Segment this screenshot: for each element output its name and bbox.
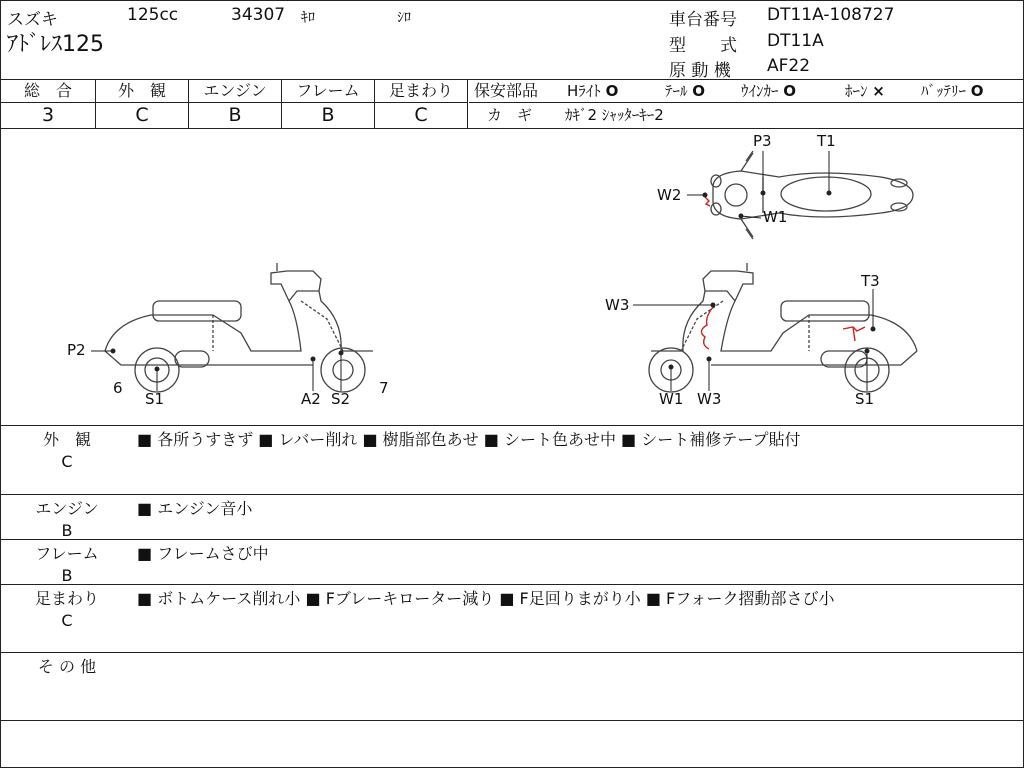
safety-parts [469, 80, 1023, 128]
key-value: ｶｷﾞ2 ｼｬｯﾀｰｷｰ2 [565, 106, 664, 124]
grade-table [1, 79, 1023, 129]
scooter-diagram [1, 128, 1023, 425]
grade-engine [189, 80, 282, 128]
note-category: エンジン B [35, 499, 99, 540]
grade-label: 総 合 [1, 80, 95, 103]
safety-item-headlight: Hﾗｲﾄ O [567, 82, 619, 100]
label-w3-side: W3 [605, 296, 630, 314]
grade-label: フレーム [282, 80, 374, 103]
grade-value: C [414, 104, 428, 126]
label-w3-right: W3 [697, 390, 722, 408]
label-p2: P2 [67, 341, 86, 359]
label-t1: T1 [817, 132, 836, 150]
note-category: そ の 他 [37, 657, 97, 676]
scooter-top-view [711, 151, 913, 239]
label-w1-top: W1 [763, 208, 788, 226]
safety-row [469, 80, 1023, 103]
key-row [469, 103, 1023, 128]
type-label: 型 式 [669, 36, 737, 56]
grade-value: B [228, 104, 242, 126]
note-text: ■ エンジン音小 [137, 499, 253, 518]
label-s1-left: S1 [145, 390, 165, 408]
grade-suspension [375, 80, 468, 128]
note-text: ■ ボトムケース削れ小 ■ Fブレーキローター減り ■ F足回りまがり小 ■ Fフォーク摺動部さび小 [137, 589, 835, 608]
label-a2: A2 [301, 390, 321, 408]
note-text: ■ フレームさび中 [137, 544, 269, 563]
grade-label: 足まわり [375, 80, 467, 103]
label-w1-right: W1 [659, 390, 684, 408]
type-value: DT11A [767, 31, 824, 51]
mileage: 34307 [231, 5, 286, 25]
note-category: フレーム B [35, 544, 99, 585]
safety-item-winker: ｳｲﾝｶｰ O [741, 82, 797, 100]
note-row-frame [1, 540, 1023, 585]
chassis-value: DT11A-108727 [767, 5, 895, 25]
grade-label: 外 観 [96, 80, 188, 103]
label-6: 6 [113, 379, 123, 397]
note-row-exterior [1, 426, 1023, 495]
engine-label: 原 動 機 [669, 61, 731, 81]
note-row-engine [1, 495, 1023, 540]
scooter-left-view [105, 263, 373, 392]
note-row-suspension [1, 585, 1023, 653]
safety-title: 保安部品 [474, 81, 539, 100]
label-w2: W2 [657, 186, 682, 204]
chassis-label: 車台番号 [669, 10, 737, 30]
safety-item-tail: ﾃｰﾙ O [665, 82, 706, 100]
note-category: 足まわり C [34, 589, 99, 630]
color: ｼﾛ [397, 10, 411, 26]
label-s1-right: S1 [855, 390, 875, 408]
note-text: ■ 各所うすきず ■ レバー削れ ■ 樹脂部色あせ ■ シート色あせ中 ■ シート補修テープ貼付 [137, 430, 801, 449]
label-p3: P3 [753, 132, 772, 150]
grade-value: 3 [41, 104, 55, 126]
grade-frame [282, 80, 375, 128]
grade-value: C [135, 104, 149, 126]
mileage-unit: ｷﾛ [301, 10, 315, 26]
grade-value: B [321, 104, 335, 126]
note-row-other [1, 653, 1023, 721]
label-s2: S2 [331, 390, 351, 408]
note-category: 外 観 C [42, 430, 91, 471]
maker: スズキ [7, 10, 58, 30]
displacement: 125cc [127, 5, 179, 25]
grade-exterior [96, 80, 189, 128]
grade-label: エンジン [189, 80, 281, 103]
safety-item-battery: ﾊﾞｯﾃﾘｰ O [921, 82, 984, 100]
key-label: カ ギ [487, 106, 533, 124]
model-name: ｱﾄﾞﾚｽ125 [7, 32, 104, 57]
safety-item-horn: ﾎｰﾝ × [845, 82, 885, 100]
engine-value: AF22 [767, 56, 811, 76]
label-t3: T3 [861, 272, 880, 290]
inspection-notes [1, 425, 1023, 768]
grade-overall [1, 80, 96, 128]
label-7: 7 [379, 379, 389, 397]
